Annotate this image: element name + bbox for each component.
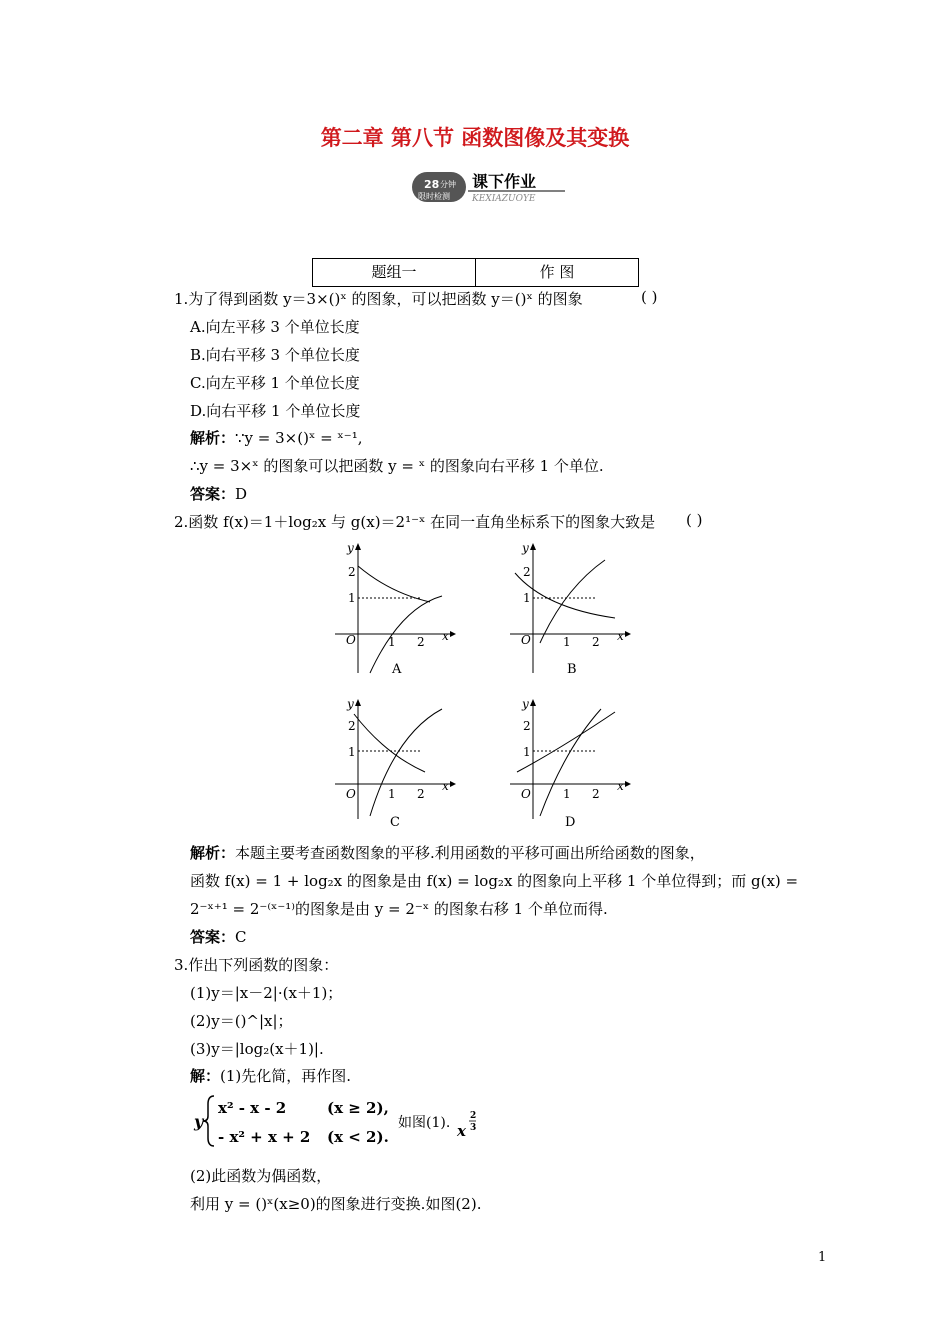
q3-solution-label: 解： — [190, 1067, 221, 1085]
page-number: 1 — [818, 1250, 827, 1265]
svg-text:- x² + x + 2: - x² + x + 2 — [218, 1128, 311, 1146]
piecewise-formula — [192, 1090, 492, 1152]
q1-option-c: C.向左平移 1 个单位长度 — [190, 374, 360, 392]
graph-c — [330, 694, 460, 834]
section-logo — [410, 170, 570, 204]
svg-text:O: O — [521, 633, 531, 647]
graph-c-label: C — [390, 815, 400, 830]
graph-c-curve-f — [370, 709, 442, 816]
svg-text:O: O — [346, 633, 356, 647]
q3-item-1: (1)y＝|x－2|·(x＋1)； — [190, 984, 343, 1002]
q1-answer-label: 答案： — [190, 485, 236, 503]
svg-text:2: 2 — [417, 635, 425, 649]
q3-item-3: (3)y＝|log₂(x＋1)|. — [190, 1040, 324, 1058]
svg-text:3: 3 — [470, 1123, 477, 1133]
graph-a-label: A — [392, 662, 402, 677]
q1-stem: 1.为了得到函数 y＝3×()ˣ 的图象，可以把函数 y＝()ˣ 的图象 — [174, 290, 583, 308]
svg-text:1: 1 — [388, 787, 396, 801]
logo-subtitle: KEXIAZUOYE — [472, 194, 536, 204]
svg-text:O: O — [346, 787, 356, 801]
svg-text:(x ≥ 2),: (x ≥ 2), — [327, 1099, 389, 1117]
svg-text:(x < 2).: (x < 2). — [327, 1128, 389, 1146]
svg-text:x² - x - 2: x² - x - 2 — [218, 1099, 287, 1117]
svg-text:x: x — [457, 1122, 466, 1140]
graph-d-curve-g — [517, 712, 615, 772]
topic-table — [312, 258, 639, 287]
graph-b — [505, 538, 635, 678]
graph-b-curve-f — [540, 560, 605, 643]
svg-text:1: 1 — [523, 591, 531, 605]
svg-text:1: 1 — [348, 591, 356, 605]
svg-text:1: 1 — [388, 635, 396, 649]
svg-text:x: x — [442, 629, 449, 643]
logo-unit: 分钟 — [440, 180, 456, 189]
table-topic: 作 图 — [539, 263, 575, 281]
svg-text:2: 2 — [417, 787, 425, 801]
svg-text:y: y — [347, 697, 354, 711]
table-group: 题组一 — [313, 259, 476, 286]
q3-solution-1: (1)先化简，再作图. — [220, 1067, 352, 1085]
graph-d-label: D — [565, 815, 576, 830]
q2-analysis-label: 解析： — [190, 844, 236, 862]
svg-text:2: 2 — [470, 1111, 477, 1121]
svg-text:2: 2 — [348, 719, 356, 733]
q2-analysis-2: 函数 f(x) = 1 + log₂x 的图象是由 f(x) = log₂x 的图象向上平移 1 个单位得到；而 g(x) = — [190, 872, 799, 890]
svg-text:1: 1 — [563, 635, 571, 649]
graph-c-curve-g — [354, 714, 425, 772]
logo-number: 28 — [424, 178, 440, 191]
q3-solution-3: 利用 y = ()ˣ(x≥0)的图象进行变换.如图(2). — [190, 1195, 482, 1213]
q3-item-2: (2)y＝()^|x|； — [190, 1012, 293, 1030]
svg-text:1: 1 — [523, 745, 531, 759]
q2-answer-label: 答案： — [190, 928, 236, 946]
logo-sub: 限时检测 — [418, 192, 450, 201]
q3-stem: 3.作出下列函数的图象： — [174, 956, 339, 974]
svg-text:y: y — [522, 541, 529, 555]
q2-stem: 2.函数 f(x)＝1＋log₂x 与 g(x)＝2¹⁻ˣ 在同一直角坐标系下的图象大致是 — [174, 513, 656, 531]
svg-text:如图(1).: 如图(1). — [398, 1115, 451, 1131]
graph-a — [330, 538, 460, 678]
q2-paren: ( ) — [686, 511, 703, 529]
page-title: 第二章 第八节 函数图像及其变换 — [320, 126, 630, 150]
svg-text:y: y — [194, 1112, 204, 1131]
q2-analysis-1: 本题主要考查函数图象的平移.利用函数的平移可画出所给函数的图象， — [235, 844, 705, 862]
graph-a-curve-g — [358, 566, 430, 602]
q1-analysis-label: 解析： — [190, 429, 236, 447]
svg-text:x: x — [617, 629, 624, 643]
svg-text:2: 2 — [523, 565, 531, 579]
svg-text:2: 2 — [592, 787, 600, 801]
q1-analysis-1: ∵y = 3×()ˣ = ˣ⁻¹, — [235, 429, 363, 447]
svg-text:y: y — [347, 541, 354, 555]
q2-answer: C — [235, 928, 247, 946]
q1-analysis-2: ∴y = 3×ˣ 的图象可以把函数 y = ˣ 的图象向右平移 1 个单位. — [190, 457, 604, 475]
svg-text:2: 2 — [592, 635, 600, 649]
graph-b-label: B — [567, 662, 577, 677]
svg-text:O: O — [521, 787, 531, 801]
q1-option-d: D.向右平移 1 个单位长度 — [190, 402, 361, 420]
q1-paren: ( ) — [641, 288, 658, 306]
svg-text:1: 1 — [563, 787, 571, 801]
q3-solution-2: (2)此函数为偶函数， — [190, 1167, 332, 1185]
svg-text:x: x — [442, 779, 449, 793]
q2-analysis-3: 2⁻ˣ⁺¹ = 2⁻⁽ˣ⁻¹⁾的图象是由 y = 2⁻ˣ 的图象右移 1 个单位而得. — [190, 900, 608, 918]
svg-text:1: 1 — [348, 745, 356, 759]
logo-heading: 课下作业 — [472, 172, 537, 191]
svg-text:2: 2 — [523, 719, 531, 733]
svg-text:y: y — [522, 697, 529, 711]
q1-option-b: B.向右平移 3 个单位长度 — [190, 346, 360, 364]
graph-d — [505, 694, 635, 834]
q1-answer: D — [235, 485, 248, 503]
svg-text:2: 2 — [348, 565, 356, 579]
svg-text:x: x — [617, 779, 624, 793]
q1-option-a: A.向左平移 3 个单位长度 — [190, 318, 360, 336]
